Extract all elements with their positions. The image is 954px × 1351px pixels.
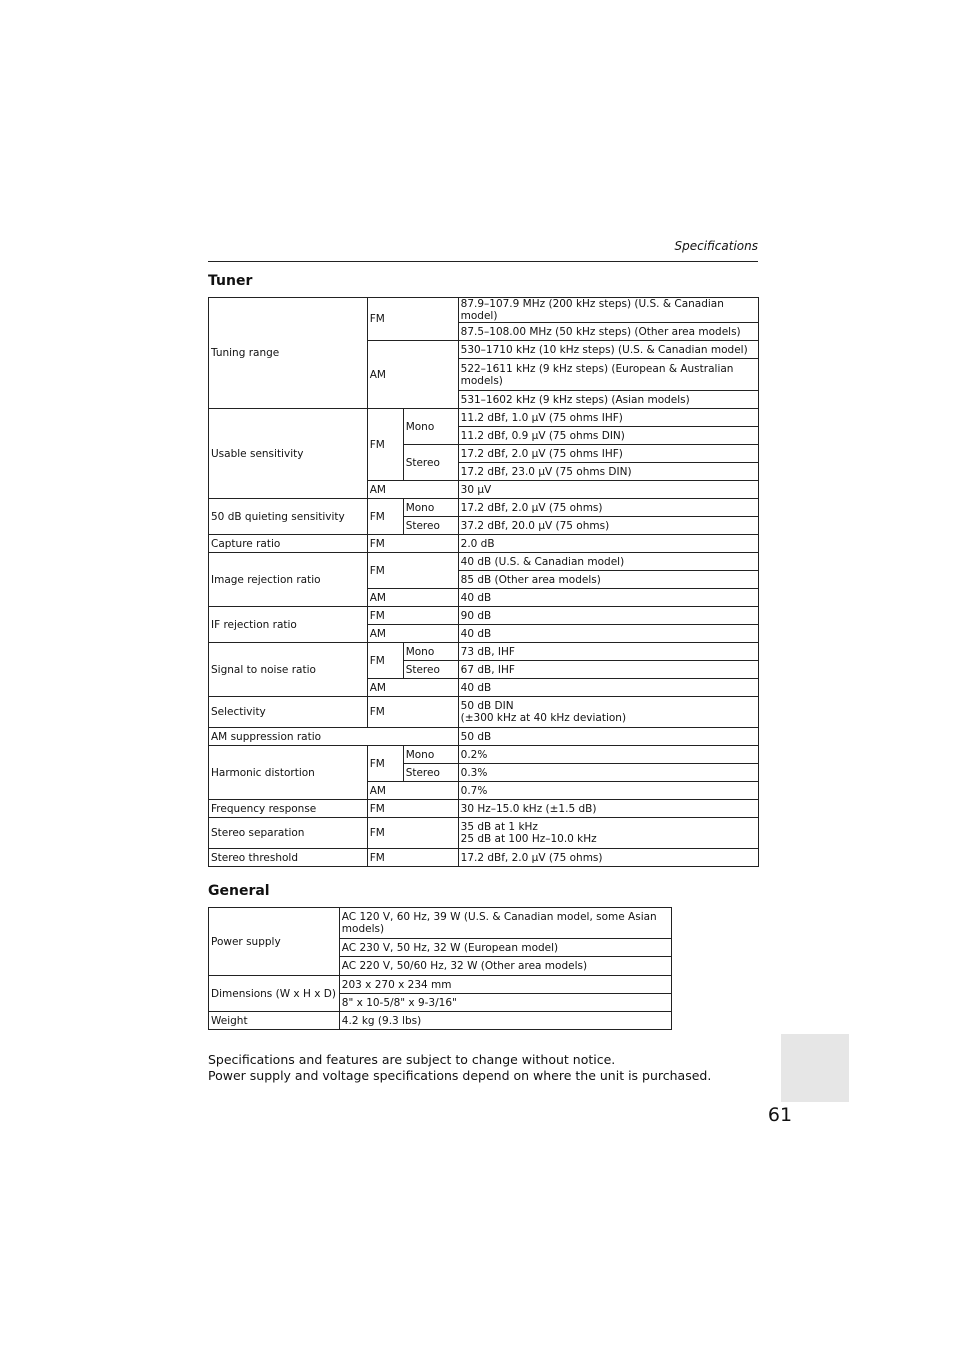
value-line: 35 dB at 1 kHz (460, 821, 538, 833)
mode-cell: Stereo (403, 445, 458, 481)
value-cell: AC 230 V, 50 Hz, 32 W (European model) (339, 939, 671, 957)
value-cell: 90 dB (458, 607, 758, 625)
value-cell: 530–1710 kHz (10 kHz steps) (U.S. & Canadian model) (458, 341, 758, 359)
band-cell: FM (367, 697, 458, 728)
band-cell: FM (367, 607, 458, 625)
row-label: Capture ratio (209, 535, 368, 553)
band-cell: FM (367, 800, 458, 818)
value-cell: AC 120 V, 60 Hz, 39 W (U.S. & Canadian model, some Asian models) (339, 908, 671, 939)
band-cell: FM (367, 553, 458, 589)
mode-cell: Mono (403, 643, 458, 661)
row-label: Image rejection ratio (209, 553, 368, 607)
value-cell: 17.2 dBf, 2.0 µV (75 ohms) (458, 849, 758, 867)
value-cell: 40 dB (458, 589, 758, 607)
value-cell: 40 dB (458, 679, 758, 697)
value-line: 25 dB at 100 Hz–10.0 kHz (460, 833, 597, 845)
band-cell: FM (367, 535, 458, 553)
row-label: Frequency response (209, 800, 368, 818)
mode-cell: Mono (403, 499, 458, 517)
band-cell: AM (367, 341, 458, 409)
row-label: Stereo separation (209, 818, 368, 849)
row-label: Power supply (209, 908, 340, 976)
mode-cell: Mono (403, 746, 458, 764)
mode-cell: Mono (403, 409, 458, 445)
band-cell: FM (367, 818, 458, 849)
value-cell (458, 697, 758, 728)
value-cell: 522–1611 kHz (9 kHz steps) (European & Australian models) (458, 359, 758, 391)
row-label: Usable sensitivity (209, 409, 368, 499)
header-rule (208, 261, 758, 262)
tuner-heading: Tuner (208, 273, 253, 289)
note-line: Specifications and features are subject to change without notice. (208, 1052, 616, 1067)
mode-cell: Stereo (403, 764, 458, 782)
value-cell: 203 x 270 x 234 mm (339, 976, 671, 994)
mode-cell: Stereo (403, 661, 458, 679)
band-cell: FM (367, 643, 403, 679)
band-cell: AM (367, 679, 458, 697)
value-cell: 37.2 dBf, 20.0 µV (75 ohms) (458, 517, 758, 535)
value-cell: 30 Hz–15.0 kHz (±1.5 dB) (458, 800, 758, 818)
thumb-tab (781, 1034, 849, 1102)
value-cell: 11.2 dBf, 0.9 µV (75 ohms DIN) (458, 427, 758, 445)
value-cell: 67 dB, IHF (458, 661, 758, 679)
page-number: 61 (767, 1104, 793, 1126)
band-cell: AM (367, 625, 458, 643)
value-cell: 73 dB, IHF (458, 643, 758, 661)
general-heading: General (208, 883, 270, 899)
row-label: AM suppression ratio (209, 728, 459, 746)
band-cell: FM (367, 298, 458, 341)
value-line: 50 dB DIN (460, 700, 514, 712)
value-cell: 40 dB (U.S. & Canadian model) (458, 553, 758, 571)
value-cell: 87.9–107.9 MHz (200 kHz steps) (U.S. & Canadian model) (458, 298, 758, 323)
value-cell: 2.0 dB (458, 535, 758, 553)
band-cell: FM (367, 849, 458, 867)
row-label: Signal to noise ratio (209, 643, 368, 697)
row-label: Selectivity (209, 697, 368, 728)
band-cell: FM (367, 499, 403, 535)
general-spec-table (208, 907, 672, 1030)
row-label: 50 dB quieting sensitivity (209, 499, 368, 535)
value-line: (±300 kHz at 40 kHz deviation) (460, 712, 627, 724)
value-cell: 8" x 10-5/8" x 9-3/16" (339, 994, 671, 1012)
row-label: Tuning range (209, 298, 368, 409)
row-label: Dimensions (W x H x D) (209, 976, 340, 1012)
footnotes (208, 1052, 768, 1084)
row-label: Stereo threshold (209, 849, 368, 867)
band-cell: FM (367, 409, 403, 481)
value-cell: 0.3% (458, 764, 758, 782)
value-cell (458, 818, 758, 849)
band-cell: AM (367, 589, 458, 607)
row-label: Harmonic distortion (209, 746, 368, 800)
band-cell: FM (367, 746, 403, 782)
band-cell: AM (367, 782, 458, 800)
value-cell: 17.2 dBf, 2.0 µV (75 ohms) (458, 499, 758, 517)
value-cell: AC 220 V, 50/60 Hz, 32 W (Other area models) (339, 957, 671, 976)
value-cell: 0.7% (458, 782, 758, 800)
value-cell: 11.2 dBf, 1.0 µV (75 ohms IHF) (458, 409, 758, 427)
mode-cell: Stereo (403, 517, 458, 535)
value-cell: 85 dB (Other area models) (458, 571, 758, 589)
value-cell: 87.5–108.00 MHz (50 kHz steps) (Other area models) (458, 323, 758, 341)
value-cell: 531–1602 kHz (9 kHz steps) (Asian models) (458, 391, 758, 409)
row-label: Weight (209, 1012, 340, 1030)
value-cell: 0.2% (458, 746, 758, 764)
note-line: Power supply and voltage specifications depend on where the unit is purchased. (208, 1068, 712, 1083)
value-cell: 30 µV (458, 481, 758, 499)
value-cell: 4.2 kg (9.3 lbs) (339, 1012, 671, 1030)
value-cell: 40 dB (458, 625, 758, 643)
value-cell: 17.2 dBf, 2.0 µV (75 ohms IHF) (458, 445, 758, 463)
running-header: Specifications (674, 239, 758, 253)
value-cell: 17.2 dBf, 23.0 µV (75 ohms DIN) (458, 463, 758, 481)
band-cell: AM (367, 481, 458, 499)
row-label: IF rejection ratio (209, 607, 368, 643)
tuner-spec-table (208, 297, 759, 867)
value-cell: 50 dB (458, 728, 758, 746)
